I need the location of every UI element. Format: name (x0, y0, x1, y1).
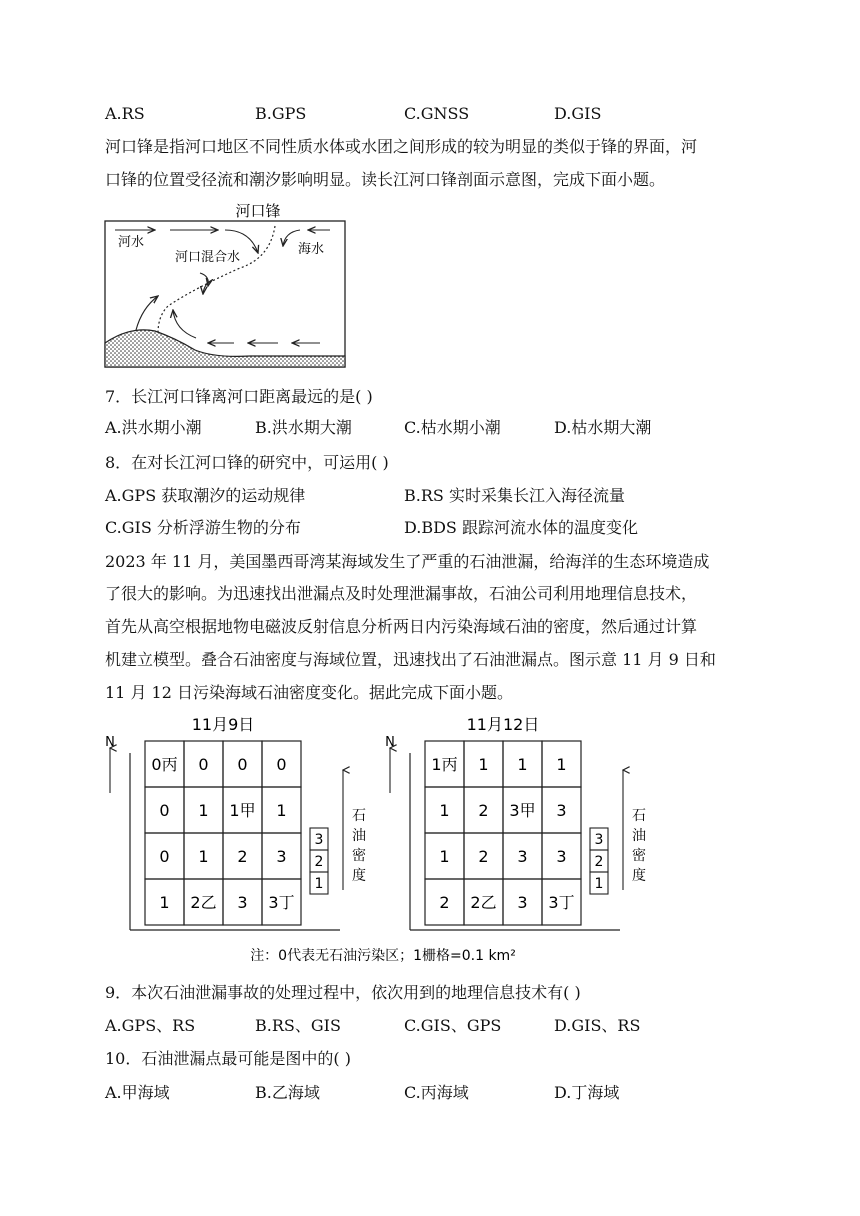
grid-cell-value: 0 (159, 847, 170, 866)
q9-options (105, 1013, 765, 1037)
panel-date: 11月12日 (466, 715, 540, 734)
intro2-line-4: 机建立模型。叠合石油密度与海域位置，迅速找出了石油泄漏点。图示意 11 月 9 日和 (105, 650, 716, 669)
diagram-title: 河口锋 (235, 202, 281, 220)
q7-option-c[interactable]: C.枯水期小潮 (404, 418, 501, 437)
q7-stem: 7．长江河口锋离河口距离最远的是( ) (105, 387, 373, 406)
legend-value: 2 (594, 854, 604, 870)
grid-cell-value: 1 (198, 801, 209, 820)
upwelling-arrow-1 (173, 310, 196, 338)
grid-cell-value: 3 (556, 801, 567, 820)
upwelling-arrow-2 (136, 296, 158, 330)
q8-option-b[interactable]: B.RS 实时采集长江入海径流量 (404, 486, 625, 505)
grid-cell-value: 0 (237, 755, 248, 774)
q7-option-a[interactable]: A.洪水期小潮 (105, 418, 202, 437)
q8-option-a[interactable]: A.GPS 获取潮汐的运动规律 (105, 486, 306, 505)
q9-option-d[interactable]: D.GIS、RS (554, 1016, 641, 1035)
grid-cell-value: 1 (198, 847, 209, 866)
grid-cell-value: 2 (478, 847, 489, 866)
q9-option-a[interactable]: A.GPS、RS (105, 1016, 196, 1035)
grid-cell-value: 1 (517, 755, 528, 774)
density-axis-label: 油 (352, 828, 366, 844)
legend-value: 3 (594, 832, 604, 848)
q9-option-b[interactable]: B.RS、GIS (255, 1016, 341, 1035)
sea-label: 海水 (298, 242, 325, 257)
panel-date: 11月9日 (191, 715, 255, 734)
grid-cell-value: 1丙 (431, 755, 458, 774)
legend-value: 3 (314, 832, 324, 848)
grid-cell-value: 1 (478, 755, 489, 774)
grid-cell-value: 1 (556, 755, 567, 774)
intro1-line-2: 口锋的位置受径流和潮汐影响明显。读长江河口锋剖面示意图，完成下面小题。 (105, 170, 666, 189)
density-axis-label: 油 (632, 828, 646, 844)
q8-options-row1 (105, 483, 765, 507)
intro2-line-2: 了很大的影响。为迅速找出泄漏点及时处理泄漏事故，石油公司利用地理信息技术， (105, 584, 698, 603)
grid-panel-1 (105, 715, 366, 930)
grid-cell-value: 0 (198, 755, 209, 774)
density-axis-label: 密 (352, 848, 366, 864)
front-line (158, 226, 275, 333)
mix-label: 河口混合水 (175, 250, 241, 265)
q9-stem: 9．本次石油泄漏事故的处理过程中，依次用到的地理信息技术有( ) (105, 983, 581, 1002)
grid-cell-value: 0 (159, 801, 170, 820)
density-axis-label: 度 (632, 868, 646, 884)
q7-option-b[interactable]: B.洪水期大潮 (255, 418, 352, 437)
intro2-line-1: 2023 年 11 月，美国墨西哥湾某海域发生了严重的石油泄漏，给海洋的生态环境造成 (105, 552, 710, 571)
q10-stem: 10．石油泄漏点最可能是图中的( ) (105, 1049, 351, 1068)
q7-options (105, 415, 765, 439)
density-axis-label: 石 (352, 808, 366, 824)
q10-option-c[interactable]: C.丙海域 (404, 1083, 469, 1102)
grid-cell-value: 2 (237, 847, 248, 866)
grid-cell-value: 3 (517, 893, 528, 912)
q6-options (105, 104, 765, 128)
figure-note: 注：0代表无石油污染区；1栅格=0.1 km² (250, 948, 516, 964)
q10-options (105, 1080, 765, 1104)
legend-value: 1 (594, 876, 604, 892)
grid-cell-value: 2乙 (470, 893, 497, 912)
q9-option-c[interactable]: C.GIS、GPS (404, 1016, 502, 1035)
grid-cell-value: 2 (439, 893, 450, 912)
estuary-front-diagram (100, 198, 350, 373)
density-axis-label: 度 (352, 868, 366, 884)
q6-option-d[interactable]: D.GIS (554, 104, 602, 123)
q10-option-b[interactable]: B.乙海域 (255, 1083, 320, 1102)
grid-cell-value: 1甲 (229, 801, 256, 820)
grid-cell-value: 0 (276, 755, 287, 774)
north-label: N (385, 735, 395, 750)
north-label: N (105, 735, 115, 750)
grid-cell-value: 1 (276, 801, 287, 820)
grid-cell-value: 2 (478, 801, 489, 820)
oil-density-figure (95, 708, 655, 970)
density-axis-label: 石 (632, 808, 646, 824)
q10-option-a[interactable]: A.甲海域 (105, 1083, 170, 1102)
grid-cell-value: 3 (276, 847, 287, 866)
legend-value: 2 (314, 854, 324, 870)
density-axis-label: 密 (632, 848, 646, 864)
intro1-line-1: 河口锋是指河口地区不同性质水体或水团之间形成的较为明显的类似于锋的界面，河 (105, 137, 698, 156)
grid-cell-value: 1 (439, 847, 450, 866)
grid-cell-value: 0丙 (151, 755, 178, 774)
grid-cell-value: 2乙 (190, 893, 217, 912)
q10-option-d[interactable]: D.丁海域 (554, 1083, 620, 1102)
q8-options-row2 (105, 515, 765, 539)
grid-cell-value: 3丁 (548, 893, 575, 912)
grid-cell-value: 3 (237, 893, 248, 912)
intro2-line-3: 首先从高空根据地物电磁波反射信息分析两日内污染海域石油的密度，然后通过计算 (105, 617, 698, 636)
legend-value: 1 (314, 876, 324, 892)
grid-cell-value: 3 (556, 847, 567, 866)
q8-option-c[interactable]: C.GIS 分析浮游生物的分布 (105, 518, 301, 537)
grid-cell-value: 3丁 (268, 893, 295, 912)
grid-cell-value: 3 (517, 847, 528, 866)
q6-option-b[interactable]: B.GPS (255, 104, 307, 123)
grid-panel-2 (385, 715, 646, 930)
river-label: 河水 (118, 235, 145, 250)
intro2-line-5: 11 月 12 日污染海域石油密度变化。据此完成下面小题。 (105, 683, 513, 702)
q7-option-d[interactable]: D.枯水期大潮 (554, 418, 652, 437)
grid-panels (105, 715, 646, 930)
grid-cell-value: 1 (439, 801, 450, 820)
q6-option-a[interactable]: A.RS (105, 104, 145, 123)
grid-cell-value: 1 (159, 893, 170, 912)
seabed (105, 330, 345, 367)
grid-cell-value: 3甲 (509, 801, 536, 820)
q8-option-d[interactable]: D.BDS 跟踪河流水体的温度变化 (404, 518, 638, 537)
q6-option-c[interactable]: C.GNSS (404, 104, 470, 123)
q8-stem: 8．在对长江河口锋的研究中，可运用( ) (105, 453, 389, 472)
